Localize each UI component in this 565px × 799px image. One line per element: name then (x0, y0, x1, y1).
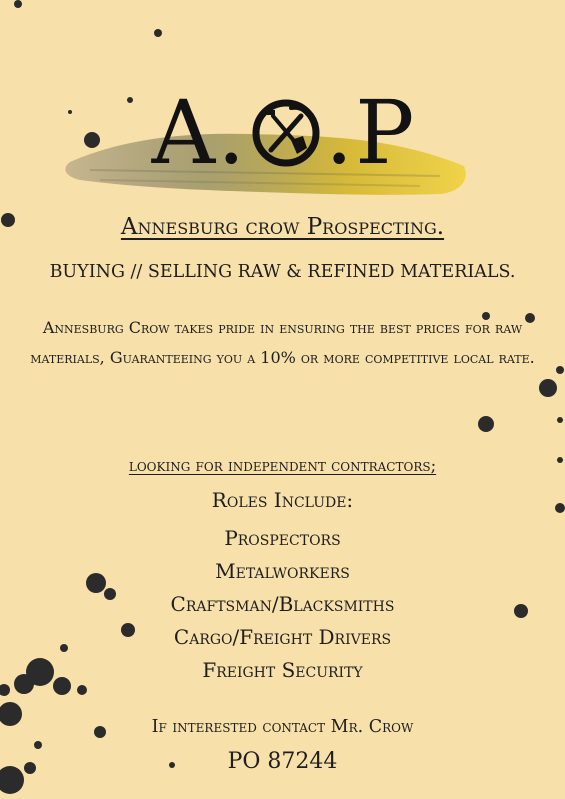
list-item: Freight Security (202, 658, 363, 682)
contact-line: If interested contact Mr. Crow (151, 717, 414, 737)
tagline: BUYING // SELLING RAW & REFINED MATERIALS. (49, 262, 516, 282)
recruitment-heading: looking for independent contractors; (128, 456, 437, 475)
logo-letters-right: .P (325, 81, 417, 184)
logo-wordmark (144, 78, 424, 188)
company-name: Annesburg crow Prospecting. (120, 214, 445, 240)
logo-letters-left: A. (151, 81, 248, 184)
logo (60, 70, 480, 210)
list-item: Prospectors (224, 526, 341, 550)
roles-title: Roles Include: (211, 488, 354, 512)
list-item: Metalworkers (215, 559, 350, 583)
company-blurb: Annesburg Crow takes pride in ensuring the best prices for raw materials, Guaranteeing you a 10% or more competitive local rate. (30, 318, 535, 367)
po-box: PO 87244 (227, 749, 338, 774)
roles-list (0, 522, 565, 687)
crossed-pickaxe-shovel-icon (251, 98, 321, 168)
list-item: Cargo/Freight Drivers (173, 625, 392, 649)
list-item: Craftsman/Blacksmiths (170, 592, 395, 616)
